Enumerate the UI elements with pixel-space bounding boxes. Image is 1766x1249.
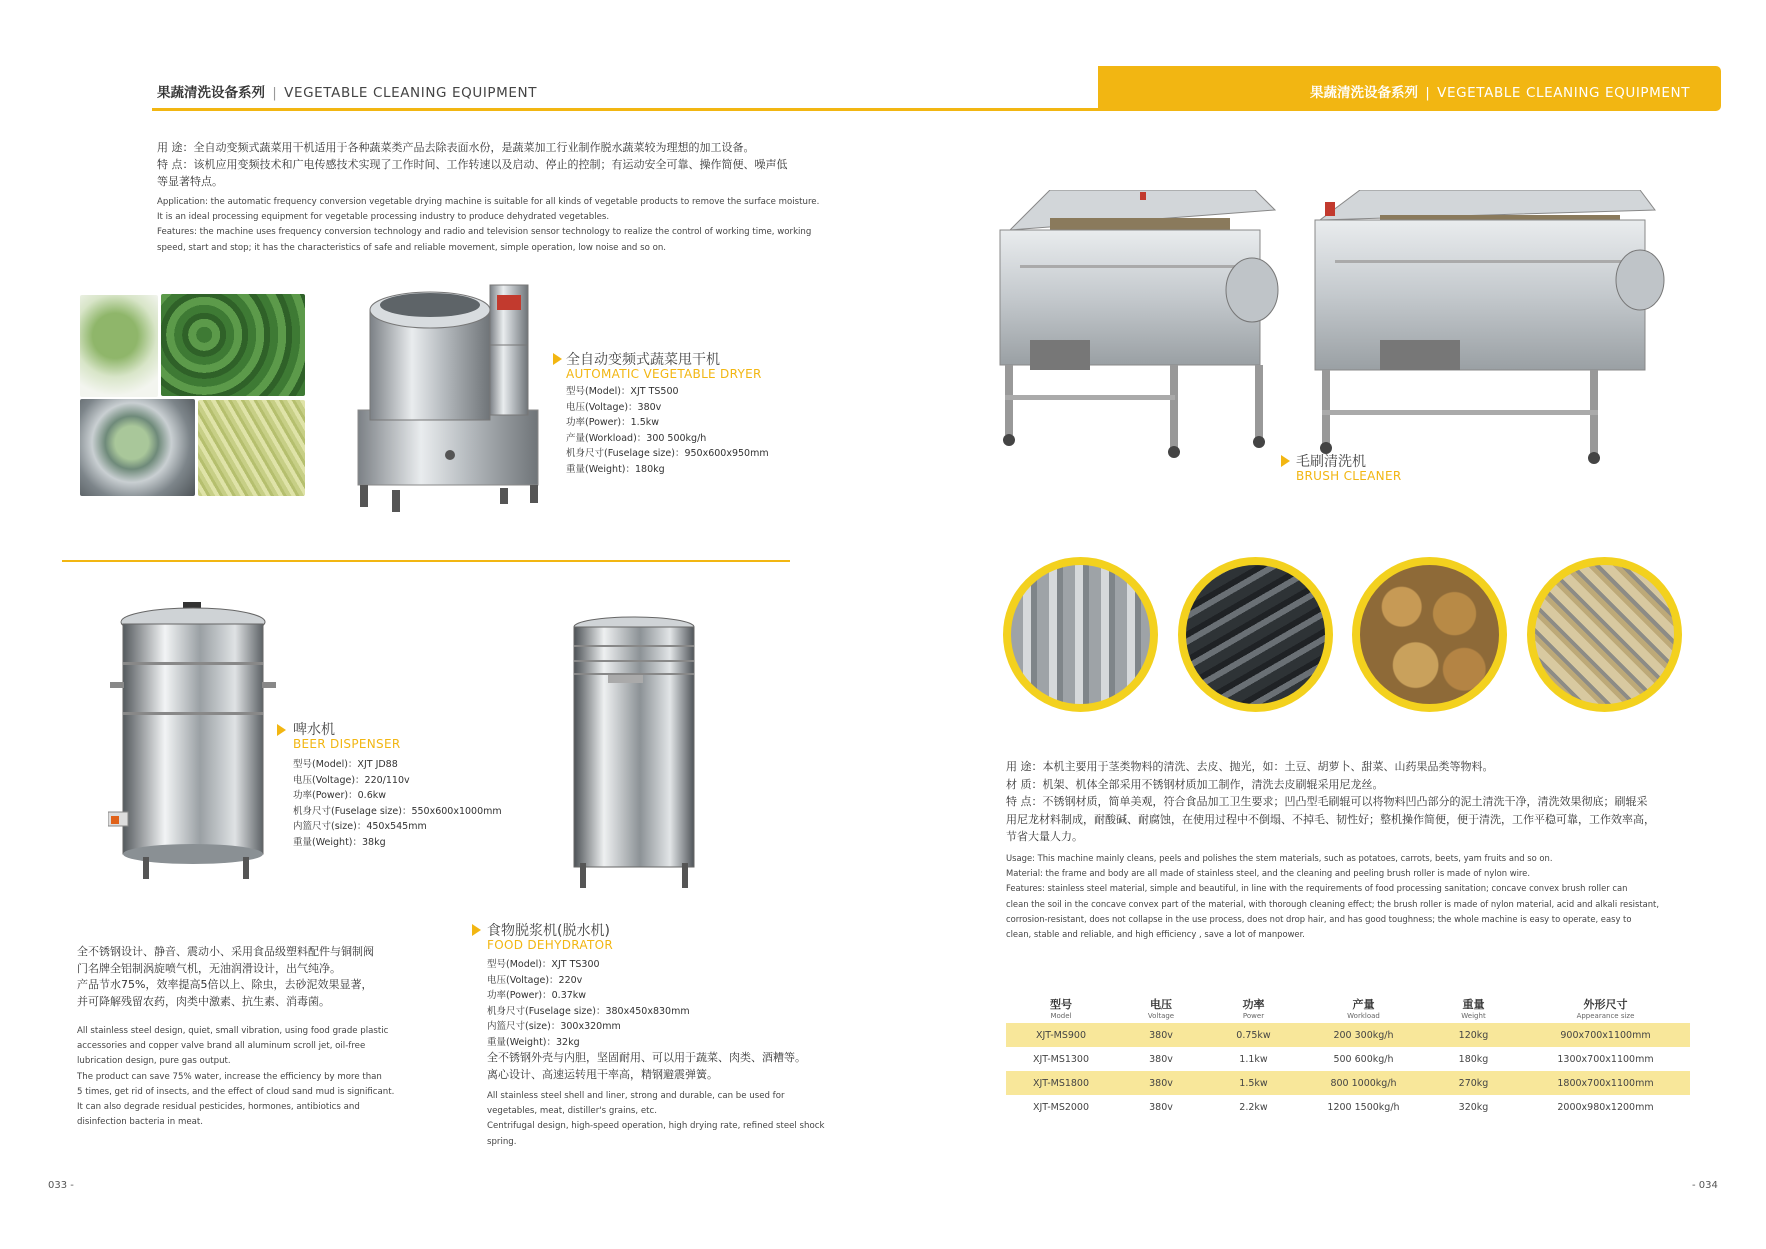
table-cell: XJT-MS1300 bbox=[1032, 1053, 1090, 1065]
table-row bbox=[1006, 1047, 1690, 1071]
dryer-title-zh: 全自动变频式蔬菜甩干机 bbox=[566, 352, 720, 368]
table-cell: 1.5kw bbox=[1206, 1071, 1301, 1095]
brush-desc-zh-5: 节省大量人力。 bbox=[1006, 830, 1083, 843]
table-header-weight bbox=[1426, 993, 1521, 1023]
table-cell: 120kg bbox=[1426, 1023, 1521, 1047]
brush-roller-detail-1 bbox=[1003, 557, 1158, 712]
dehydrator-desc-en-1: All stainless steel shell and liner, strong and durable, can be used for bbox=[487, 1091, 785, 1101]
potato-detail bbox=[1352, 557, 1507, 712]
brush-desc-en-5: corrosion-resistant, does not collapse in the use process, does not drop hair, and has good toughness; the whole machine is easy to operate, easy to bbox=[1006, 913, 1632, 924]
dehydrator-spec-size: 机身尺寸(Fuselage size)：380x450x830mm bbox=[487, 1005, 690, 1017]
brush-desc-zh-4: 用尼龙材料制成，耐酸碱、耐腐蚀，在使用过程中不倒塌、不掉毛、韧性好；整机操作简便，便于清洗，工作平稳可靠，工作效率高， bbox=[1006, 812, 1655, 826]
left-header bbox=[157, 81, 537, 101]
beer-desc-en-4: The product can save 75% water, increase the efficiency by more than bbox=[77, 1071, 382, 1082]
intro-en-line-1: Application: the automatic frequency conversion vegetable drying machine is suitable for all kinds of vegetable products to remove the surface moisture. bbox=[157, 197, 820, 207]
dehydrator-spec-weight: 重量(Weight)：32kg bbox=[487, 1036, 580, 1048]
lettuce-photo bbox=[80, 295, 158, 397]
table-cell: 800 1000kg/h bbox=[1301, 1071, 1426, 1095]
table-cell: 270kg bbox=[1426, 1071, 1521, 1095]
beer-specs bbox=[293, 757, 502, 850]
dryer-spec-workload: 产量(Workload)：300 500kg/h bbox=[566, 432, 707, 444]
intro-zh bbox=[157, 139, 837, 190]
shredded-photo bbox=[198, 400, 305, 496]
table-row bbox=[1006, 1095, 1690, 1119]
brush-title-en: BRUSH CLEANER bbox=[1296, 469, 1402, 483]
dryer-marker-icon bbox=[553, 353, 562, 365]
table-cell: 1300x700x1100mm bbox=[1557, 1053, 1654, 1065]
table-cell: 0.75kw bbox=[1206, 1023, 1301, 1047]
table-cell: 200 300kg/h bbox=[1301, 1023, 1426, 1047]
table-cell: XJT-MS900 bbox=[1006, 1023, 1116, 1047]
table-cell: XJT-MS1800 bbox=[1006, 1071, 1116, 1095]
food-dehydrator-image bbox=[568, 615, 700, 890]
beer-spec-inner: 内篮尺寸(size)：450x545mm bbox=[293, 821, 427, 832]
table-header-zh: 产量 bbox=[1352, 998, 1375, 1011]
table-cell: 380v bbox=[1149, 1101, 1173, 1113]
dryer-title-en: AUTOMATIC VEGETABLE DRYER bbox=[566, 367, 762, 381]
table-cell: 380v bbox=[1116, 1071, 1206, 1095]
table-header-row bbox=[1006, 993, 1690, 1023]
table-cell: 380v bbox=[1116, 1023, 1206, 1047]
table-cell: 1.1kw bbox=[1239, 1053, 1268, 1065]
table-header-zh: 外形尺寸 bbox=[1583, 998, 1628, 1011]
table-header-en: Power bbox=[1242, 1012, 1265, 1020]
intro-en-line-3: Features: the machine uses frequency conversion technology and radio and television sensor technology to realize the control of working time, working bbox=[157, 227, 812, 238]
brush-cleaner-image-2 bbox=[1310, 190, 1665, 465]
beer-desc-en-3: lubrication design, pure gas output. bbox=[77, 1056, 231, 1067]
brush-title-zh: 毛刷清洗机 bbox=[1296, 454, 1366, 470]
table-header-zh: 型号 bbox=[1050, 998, 1072, 1011]
table-header-en: Weight bbox=[1461, 1012, 1486, 1020]
brush-desc-zh-2: 材 质：机架、机体全部采用不锈钢材质加工制作，清洗去皮刷辊采用尼龙丝。 bbox=[1006, 777, 1384, 791]
right-header bbox=[1310, 81, 1690, 101]
beer-spec-weight: 重量(Weight)：38kg bbox=[293, 836, 386, 848]
page-number-left: 033 - bbox=[48, 1180, 74, 1191]
dehydrator-spec-model: 型号(Model)：XJT TS300 bbox=[487, 959, 600, 970]
spinach-photo bbox=[161, 294, 305, 396]
table-cell: 900x700x1100mm bbox=[1521, 1023, 1690, 1047]
vegetable-dryer-image bbox=[340, 280, 545, 515]
dehydrator-spec-inner: 内篮尺寸(size)：300x320mm bbox=[487, 1021, 621, 1032]
right-header-zh: 果蔬清洗设备系列 bbox=[1310, 85, 1418, 101]
brush-desc-zh bbox=[1006, 758, 1706, 846]
intro-en-line-2: It is an ideal processing equipment for vegetable processing industry to produce dehydrated vegetables. bbox=[157, 212, 610, 223]
ginger-detail bbox=[1527, 557, 1682, 712]
beer-title-en: BEER DISPENSER bbox=[293, 737, 401, 751]
dehydrator-desc-en bbox=[487, 1089, 837, 1150]
brush-desc-en bbox=[1006, 851, 1726, 942]
beer-desc-en-5: 5 times, get rid of insects, and the effect of cloud sand mud is significant. bbox=[77, 1086, 395, 1097]
dryer-spec-voltage: 电压(Voltage)：380v bbox=[566, 401, 662, 413]
right-header-sep: | bbox=[1425, 85, 1430, 101]
beer-desc-en-7: disinfection bacteria in meat. bbox=[77, 1117, 203, 1128]
table-cell: 2000x980x1200mm bbox=[1557, 1101, 1654, 1113]
beer-desc-en-6: It can also degrade residual pesticides, hormones, antibiotics and bbox=[77, 1102, 360, 1113]
dehydrator-desc-zh bbox=[487, 1050, 837, 1083]
table-row bbox=[1006, 1071, 1690, 1095]
table-header-en: Model bbox=[1050, 1012, 1072, 1020]
beer-desc-en-1: All stainless steel design, quiet, small vibration, using food grade plastic bbox=[77, 1026, 389, 1036]
table-header-zh: 电压 bbox=[1150, 998, 1172, 1011]
drum-photo bbox=[80, 399, 195, 496]
dryer-specs bbox=[566, 384, 769, 477]
brush-desc-en-6: clean, stable and reliable, and high efficiency , save a lot of manpower. bbox=[1006, 929, 1305, 940]
table-header-en: Workload bbox=[1347, 1012, 1380, 1020]
brush-desc-en-3: Features: stainless steel material, simple and beautiful, in line with the requirements of food processing sanitation; concave convex brush roller can bbox=[1006, 883, 1628, 894]
brush-cleaner-image-1 bbox=[990, 190, 1280, 460]
beer-title-zh: 啤水机 bbox=[293, 722, 335, 738]
dryer-spec-power: 功率(Power)：1.5kw bbox=[566, 417, 660, 428]
beer-marker-icon bbox=[277, 724, 286, 736]
brush-desc-zh-3: 特 点：不锈钢材质，简单美观，符合食品加工卫生要求；凹凸型毛刷辊可以将物料凹凸部分的泥土清洗干净，清洗效果彻底；刷辊采 bbox=[1006, 795, 1648, 808]
table-header-size bbox=[1521, 993, 1690, 1023]
table-cell: 1800x700x1100mm bbox=[1521, 1071, 1690, 1095]
beer-spec-voltage: 电压(Voltage)：220/110v bbox=[293, 774, 410, 786]
dehydrator-desc-en-4: spring. bbox=[487, 1136, 517, 1147]
table-cell: XJT-MS2000 bbox=[1032, 1101, 1090, 1113]
beer-spec-power: 功率(Power)：0.6kw bbox=[293, 790, 387, 801]
intro-en bbox=[157, 195, 857, 256]
table-header-zh: 功率 bbox=[1242, 998, 1265, 1011]
table-cell: 380v bbox=[1149, 1053, 1173, 1065]
beer-desc-zh-3: 产品节水75%，效率提高5倍以上、除虫，去砂泥效果显著， bbox=[77, 978, 373, 991]
table-header-power bbox=[1206, 993, 1301, 1023]
brush-desc-en-4: clean the soil in the concave convex part of the material, with thorough cleaning effect; the brush roller is made of nylon material, acid and alkali resistant, bbox=[1006, 898, 1660, 909]
dehydrator-spec-voltage: 电压(Voltage)：220v bbox=[487, 974, 583, 986]
table-header-en: Appearance size bbox=[1576, 1012, 1635, 1020]
brush-desc-zh-1: 用 途：本机主要用于茎类物料的清洗、去皮、抛光，如：土豆、胡萝卜、甜菜、山药果品类等物料。 bbox=[1006, 760, 1494, 773]
beer-desc-en bbox=[77, 1024, 427, 1130]
table-header-en: Voltage bbox=[1147, 1012, 1175, 1020]
brush-spec-table bbox=[1006, 993, 1690, 1119]
table-cell: 320kg bbox=[1458, 1101, 1489, 1113]
table-cell: 2.2kw bbox=[1239, 1101, 1268, 1113]
left-header-en: VEGETABLE CLEANING EQUIPMENT bbox=[284, 85, 538, 101]
brush-desc-en-1: Usage: This machine mainly cleans, peels and polishes the stem materials, such as potatoes, carrots, beets, yam fruits and so on. bbox=[1006, 853, 1553, 863]
table-header-model bbox=[1006, 993, 1116, 1023]
dehydrator-desc-en-3: Centrifugal design, high-speed operation, high drying rate, refined steel shock bbox=[487, 1121, 825, 1132]
dehydrator-desc-zh-2: 离心设计、高速运转甩干率高，精钢避震弹簧。 bbox=[487, 1067, 718, 1081]
table-row bbox=[1006, 1023, 1690, 1047]
beer-desc-zh-1: 全不锈钢设计、静音、震动小、采用食品级塑料配件与铜制阀 bbox=[77, 945, 374, 958]
brush-marker-icon bbox=[1281, 455, 1290, 467]
page-number-right: - 034 bbox=[1692, 1180, 1718, 1191]
dehydrator-title-en: FOOD DEHYDRATOR bbox=[487, 938, 614, 952]
intro-en-line-4: speed, start and stop; it has the characteristics of safe and reliable movement, simple operation, low noise and so on. bbox=[157, 242, 667, 253]
dehydrator-spec-power: 功率(Power)：0.37kw bbox=[487, 990, 587, 1001]
intro-line-1: 用 途：全自动变频式蔬菜用干机适用于各种蔬菜类产品去除表面水份，是蔬菜加工行业制作脱水蔬菜较为理想的加工设备。 bbox=[157, 141, 755, 154]
table-cell: 180kg bbox=[1458, 1053, 1489, 1065]
beer-spec-size: 机身尺寸(Fuselage size)：550x600x1000mm bbox=[293, 805, 502, 817]
dryer-spec-size: 机身尺寸(Fuselage size)：950x600x950mm bbox=[566, 448, 769, 459]
intro-line-2: 特 点：该机应用变频技术和广电传感技术实现了工作时间、工作转速以及启动、停止的控制；有运动安全可靠、操作简便、噪声低 bbox=[157, 158, 788, 171]
left-header-zh: 果蔬清洗设备系列 bbox=[157, 85, 265, 101]
dehydrator-specs bbox=[487, 957, 690, 1050]
beer-spec-model: 型号(Model)：XJT JD88 bbox=[293, 759, 398, 770]
intro-line-3: 等显著特点。 bbox=[157, 175, 223, 188]
dehydrator-title-zh: 食物脱浆机(脱水机) bbox=[487, 923, 610, 939]
table-header-voltage bbox=[1116, 993, 1206, 1023]
table-header-zh: 重量 bbox=[1462, 998, 1485, 1011]
beer-desc-zh bbox=[77, 944, 427, 1010]
dehydrator-desc-zh-1: 全不锈钢外壳与内胆，坚固耐用、可以用于蔬菜、肉类、酒糟等。 bbox=[487, 1051, 806, 1064]
dryer-spec-model: 型号(Model)：XJT TS500 bbox=[566, 386, 679, 397]
left-header-sep: | bbox=[272, 85, 277, 101]
brush-roller-detail-2 bbox=[1178, 557, 1333, 712]
table-header-workload bbox=[1301, 993, 1426, 1023]
dehydrator-desc-en-2: vegetables, meat, distiller's grains, etc. bbox=[487, 1106, 657, 1117]
beer-desc-en-2: accessories and copper valve brand all aluminum scroll jet, oil-free bbox=[77, 1041, 366, 1052]
table-cell: 1200 1500kg/h bbox=[1327, 1101, 1400, 1113]
beer-desc-zh-4: 并可降解残留农药，肉类中激素、抗生素、消毒菌。 bbox=[77, 994, 330, 1008]
section-divider bbox=[62, 560, 790, 562]
header-rule bbox=[152, 108, 1098, 111]
right-header-en: VEGETABLE CLEANING EQUIPMENT bbox=[1437, 85, 1691, 101]
beer-desc-zh-2: 门名牌全铝制涡旋喷气机，无油润滑设计，出气纯净。 bbox=[77, 961, 341, 975]
brush-desc-en-2: Material: the frame and body are all made of stainless steel, and the cleaning and peeling brush roller is made of nylon wire. bbox=[1006, 868, 1530, 879]
beer-dispenser-image bbox=[108, 602, 283, 882]
dehydrator-marker-icon bbox=[472, 924, 481, 936]
table-cell: 500 600kg/h bbox=[1333, 1053, 1394, 1065]
dryer-spec-weight: 重量(Weight)：180kg bbox=[566, 463, 665, 475]
